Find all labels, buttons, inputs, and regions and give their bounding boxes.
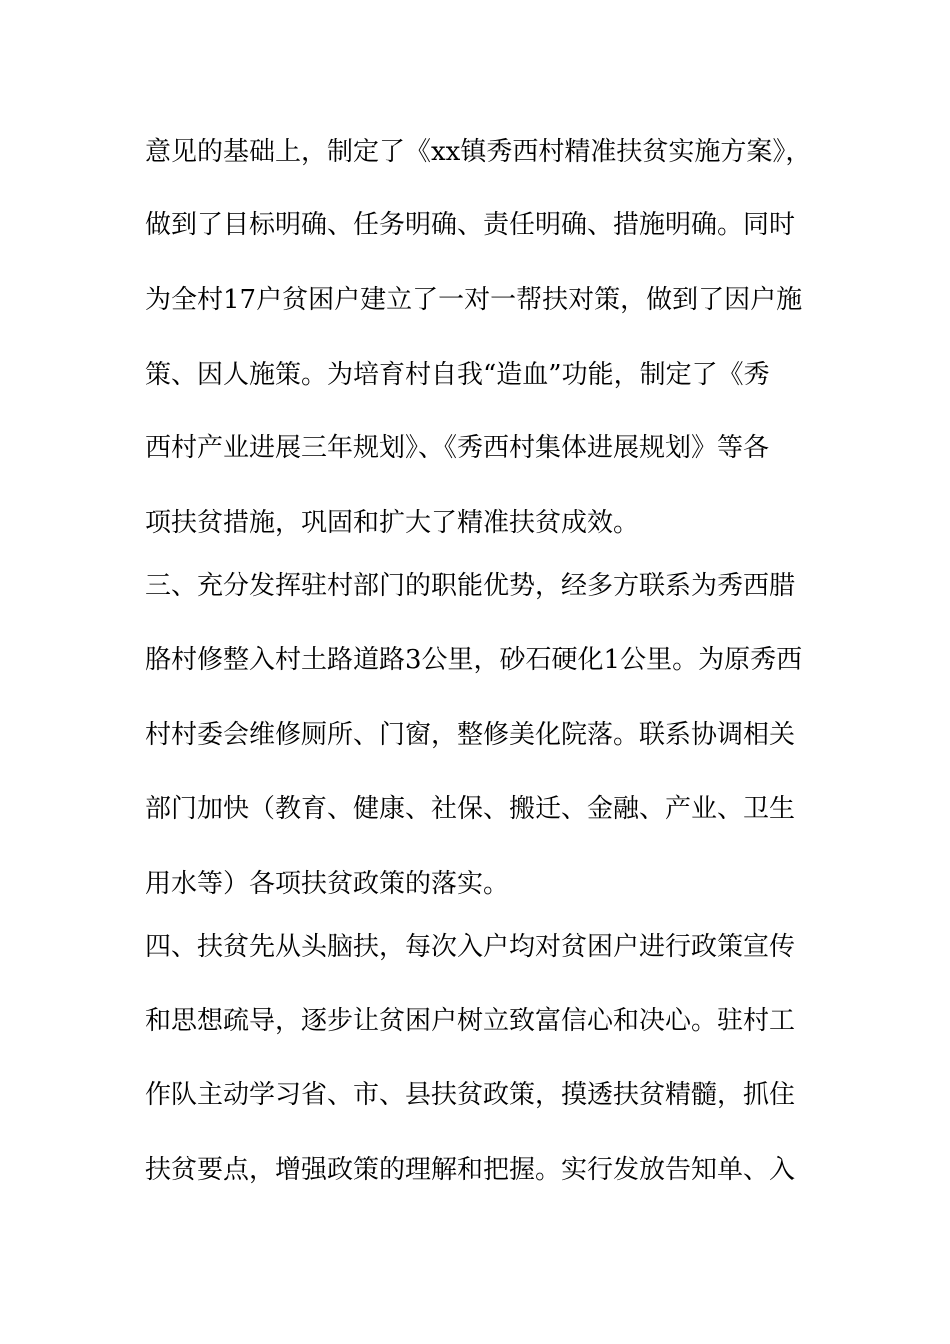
text-line: 项扶贫措施，巩固和扩大了精准扶贫成效。	[145, 508, 640, 538]
text-line: 为全村17户贫困户建立了一对一帮扶对策，做到了因户施	[145, 285, 803, 315]
text-line: 部门加快（教育、健康、社保、搬迁、金融、产业、卫生	[145, 794, 796, 824]
text-line: 四、扶贫先从头脑扶，每次入户均对贫困户进行政策宣传	[145, 932, 796, 962]
text-line: 作队主动学习省、市、县扶贫政策，摸透扶贫精髓，抓住	[145, 1080, 796, 1110]
text-line: 胳村修整入村土路道路3公里，砂石硬化1公里。为原秀西	[145, 645, 803, 675]
text-line: 意见的基础上，制定了《xx镇秀西村精准扶贫实施方案》，	[145, 137, 812, 167]
text-line: 西村产业进展三年规划》、《秀西村集体进展规划》等各	[145, 433, 770, 463]
text-line: 做到了目标明确、任务明确、责任明确、措施明确。同时	[145, 210, 796, 240]
text-line: 和思想疏导，逐步让贫困户树立致富信心和决心。驻村工	[145, 1006, 796, 1036]
text-line: 三、充分发挥驻村部门的职能优势，经多方联系为秀西腊	[145, 571, 796, 601]
text-line: 策、因人施策。为培育村自我“造血”功能，制定了《秀	[145, 360, 770, 390]
text-line: 扶贫要点，增强政策的理解和把握。实行发放告知单、入	[145, 1155, 796, 1185]
text-line: 村村委会维修厕所、门窗，整修美化院落。联系协调相关	[145, 720, 796, 750]
text-line: 用水等）各项扶贫政策的落实。	[145, 869, 510, 899]
